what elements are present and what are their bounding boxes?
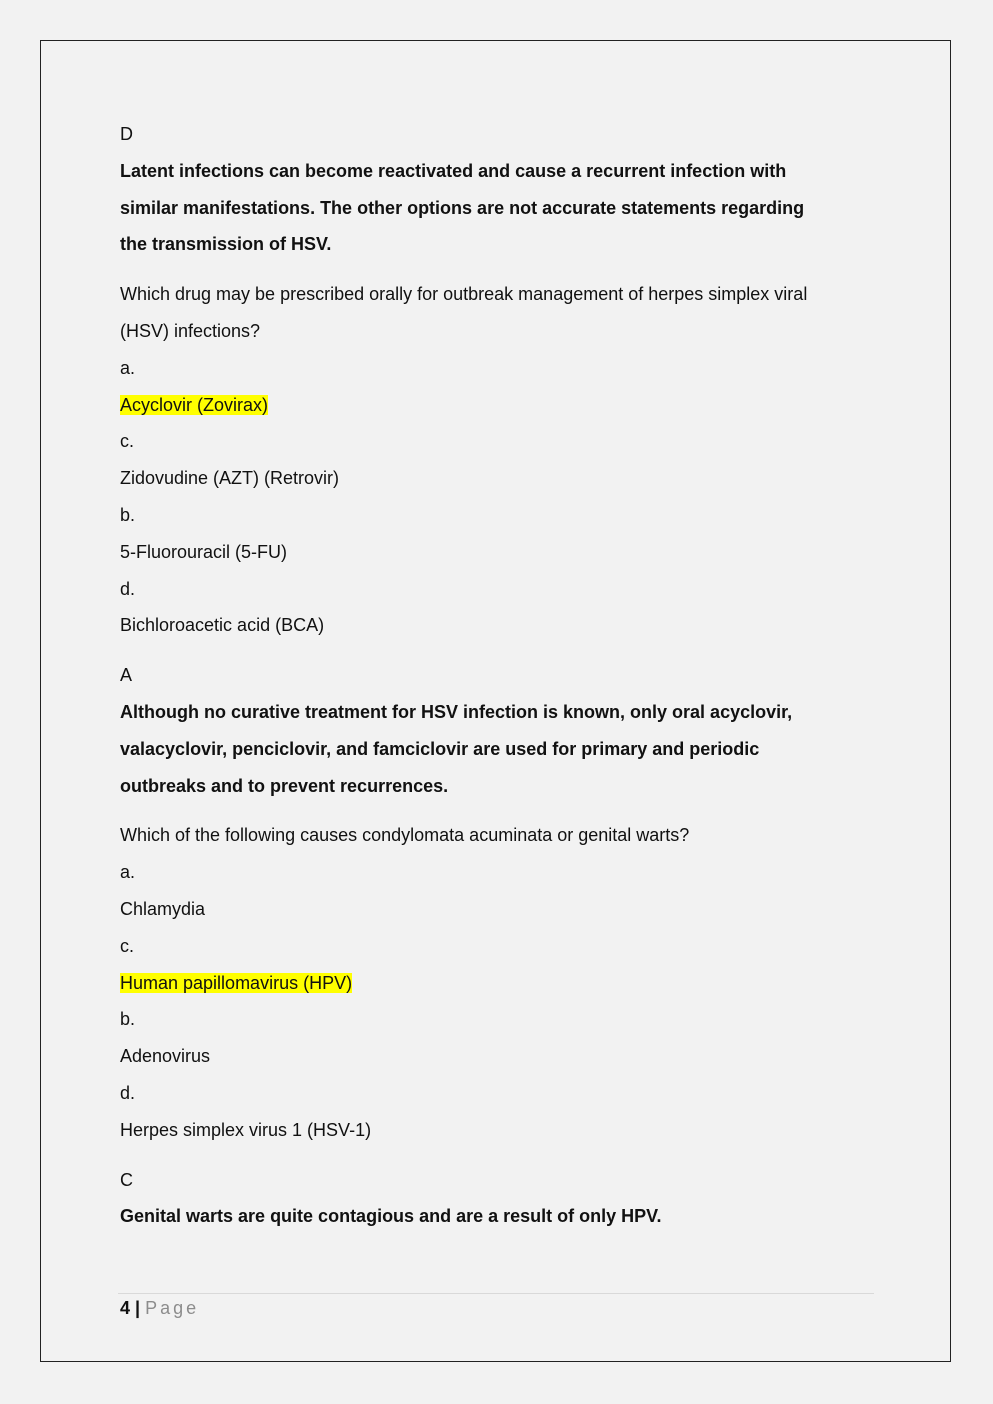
explanation-line: the transmission of HSV. <box>120 234 332 255</box>
page-label: Page <box>145 1298 200 1318</box>
highlighted-correct-option: Acyclovir (Zovirax) <box>120 394 269 415</box>
answer-letter: D <box>120 124 133 144</box>
answer-block-1 <box>120 116 870 263</box>
explanation-line: Although no curative treatment for HSV infection is known, only oral acyclovir, <box>120 701 793 722</box>
footer-separator: | <box>135 1298 141 1318</box>
option-letter: d. <box>120 578 136 599</box>
option-text <box>120 965 870 1002</box>
question-text: Which of the following causes condylomata acuminata or genital warts? <box>120 825 690 846</box>
option-text: Bichloroacetic acid (BCA) <box>120 615 325 636</box>
document-body <box>120 116 870 1235</box>
highlighted-correct-option: Human papillomavirus (HPV) <box>120 972 353 993</box>
explanation-line: Latent infections can become reactivated and cause a recurrent infection with <box>120 160 787 181</box>
option-text: Adenovirus <box>120 1046 211 1067</box>
explanation-line: similar manifestations. The other options are not accurate statements regarding <box>120 197 805 218</box>
option-letter: c. <box>120 935 135 956</box>
question-block-hsv-drug <box>120 276 870 804</box>
option-text: 5-Fluorouracil (5-FU) <box>120 541 288 562</box>
option-letter: b. <box>120 1009 136 1030</box>
option-letter: d. <box>120 1082 136 1103</box>
option-text: Zidovudine (AZT) (Retrovir) <box>120 468 340 489</box>
footer-divider <box>118 1293 874 1294</box>
question-text: Which drug may be prescribed orally for outbreak management of herpes simplex viral <box>120 284 808 305</box>
question-block-genital-warts <box>120 817 870 1235</box>
option-text: Herpes simplex virus 1 (HSV-1) <box>120 1119 372 1140</box>
page-number: 4 <box>120 1298 131 1318</box>
explanation-line: outbreaks and to prevent recurrences. <box>120 775 449 796</box>
answer-letter: A <box>120 665 133 686</box>
option-text <box>120 387 870 424</box>
option-letter: c. <box>120 431 135 452</box>
explanation-line: valacyclovir, penciclovir, and famciclovir are used for primary and periodic <box>120 738 760 759</box>
page-footer <box>120 1296 199 1320</box>
answer-letter: C <box>120 1169 133 1190</box>
option-letter: a. <box>120 862 136 883</box>
explanation-line: Genital warts are quite contagious and are a result of only HPV. <box>120 1206 662 1227</box>
option-text: Chlamydia <box>120 898 206 919</box>
question-text: (HSV) infections? <box>120 320 261 341</box>
option-letter: a. <box>120 357 136 378</box>
option-letter: b. <box>120 504 136 525</box>
